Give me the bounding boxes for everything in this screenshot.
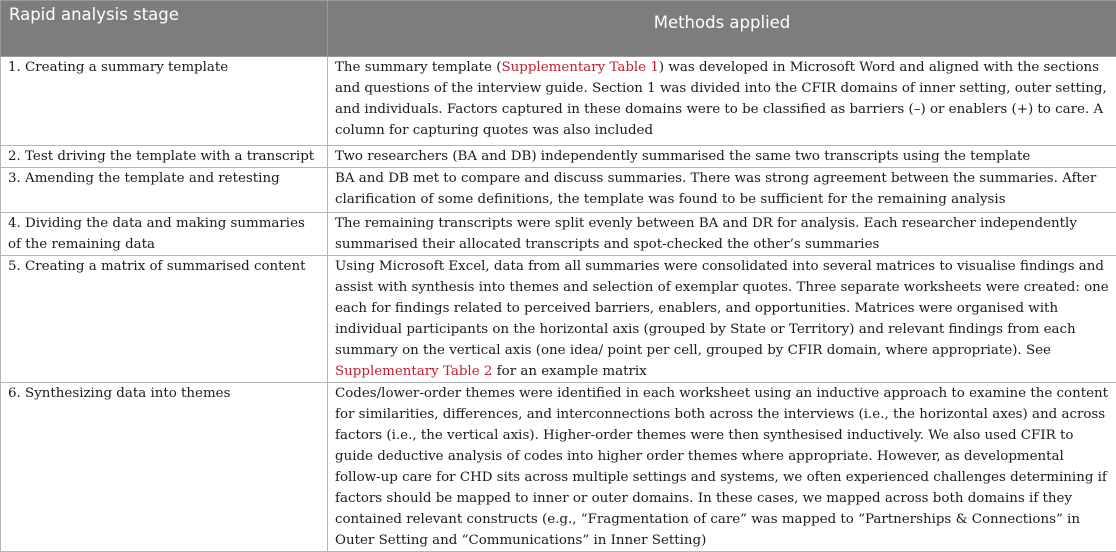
stage-cell: 2. Test driving the template with a transcript [1,146,328,168]
stage-cell: 1. Creating a summary template [1,57,328,146]
table-row [1,213,1116,256]
header-stage: Rapid analysis stage [1,1,328,57]
stage-cell: 6. Synthesizing data into themes [1,383,328,552]
methods-text: Using Microsoft Excel, data from all summaries were consolidated into several matrices to visualise findings and assist with synthesis into themes and selection of exemplar quotes. Three separate worksheets were created: one each for findings related to perceived barriers, enablers, and opportunities. Matrices were organised with individual participants on the horizontal axis (grouped by State or Territory) and relevant findings from each summary on the vertical axis (one idea/ point per cell, grouped by CFIR domain, where appropriate). See [335,259,1109,358]
table-row [1,146,1116,168]
methods-cell: The remaining transcripts were split evenly between BA and DR for analysis. Each researcher independently summarised their allocated transcripts and spot-checked the other’s summaries [328,213,1116,256]
header-row [1,1,1116,57]
methods-text: for an example matrix [492,364,646,379]
methods-text: The summary template ( [335,60,501,75]
methods-cell [328,256,1116,383]
methods-cell: Codes/lower-order themes were identified in each worksheet using an inductive approach to examine the content for similarities, differences, and interconnections both across the interviews (i.e., the horizontal axes) and across factors (i.e., the vertical axis). Higher-order themes were then synthesised inductively. We also used CFIR to guide deductive analysis of codes into higher order themes where appropriate. However, as developmental follow-up care for CHD sits across multiple settings and systems, we often experienced challenges determining if factors should be mapped to inner or outer domains. In these cases, we mapped across both domains if they contained relevant constructs (e.g., “Fragmentation of care” was mapped to “Partnerships & Connections” in Outer Setting and “Communications” in Inner Setting) [328,383,1116,552]
methods-cell: BA and DB met to compare and discuss summaries. There was strong agreement between the summaries. After clarification of some definitions, the template was found to be sufficient for the remaining analysis [328,168,1116,213]
methods-cell [328,57,1116,146]
table-row [1,168,1116,213]
stage-cell: 3. Amending the template and retesting [1,168,328,213]
methods-text: ) was developed in Microsoft Word and aligned with the sections and questions of the interview guide. Section 1 was divided into the CFIR domains of inner setting, outer setting, and individuals. Factors captured in these domains were to be classified as barriers (–) or enablers (+) to care. A column for capturing quotes was also included [335,60,1107,138]
header-methods: Methods applied [328,1,1116,57]
table-row [1,256,1116,383]
stage-cell: 4. Dividing the data and making summaries of the remaining data [1,213,328,256]
table-row [1,57,1116,146]
supplementary-table-1-link[interactable]: Supplementary Table 1 [501,60,658,75]
stage-cell: 5. Creating a matrix of summarised content [1,256,328,383]
supplementary-table-2-link[interactable]: Supplementary Table 2 [335,364,492,379]
methods-cell: Two researchers (BA and DB) independently summarised the same two transcripts using the template [328,146,1116,168]
table-row [1,383,1116,552]
